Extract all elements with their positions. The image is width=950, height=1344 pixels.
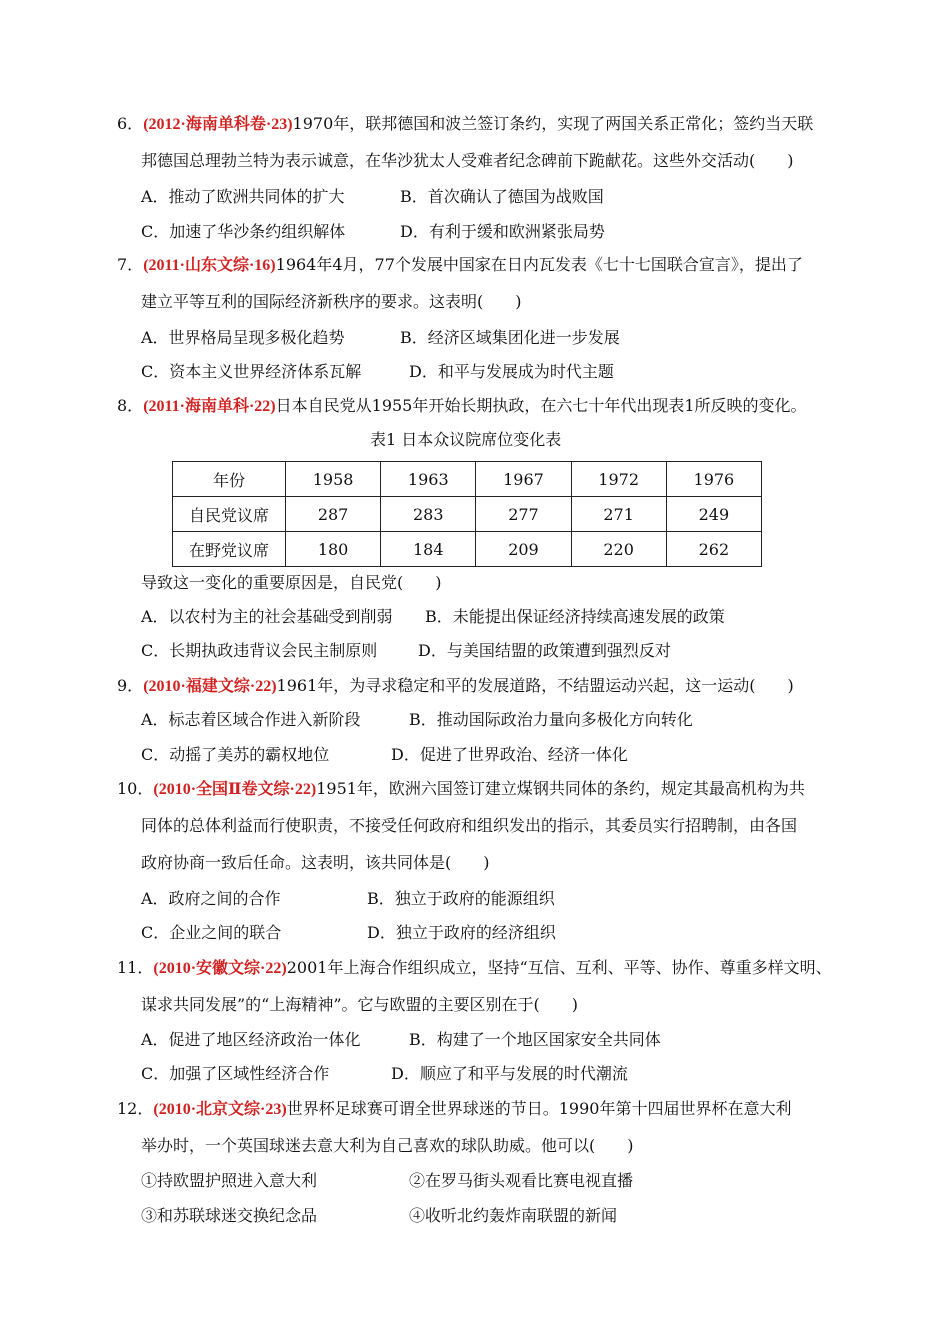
question-6-option-d: D．有利于缓和欧洲紧张局势 — [400, 222, 605, 241]
question-8-line-1 — [117, 395, 807, 418]
table-caption: 表1 日本众议院席位变化表 — [370, 430, 562, 449]
question-number: 8． — [117, 396, 144, 415]
question-10-option-b: B．独立于政府的能源组织 — [367, 889, 555, 908]
question-11-line-1 — [117, 957, 832, 980]
question-number: 11． — [117, 958, 154, 977]
question-12-option-1: ①持欧盟护照进入意大利 — [141, 1171, 318, 1190]
question-9-option-b: B．推动国际政治力量向多极化方向转化 — [409, 710, 693, 729]
question-10-line-1 — [117, 778, 805, 801]
question-6-option-b: B．首次确认了德国为战败国 — [400, 187, 604, 206]
question-12-option-3: ③和苏联球迷交换纪念品 — [141, 1206, 318, 1225]
question-source: (2010·安徽文综·22) — [153, 960, 287, 977]
question-text: 1961年，为寻求稳定和平的发展道路，不结盟运动兴起，这一运动( ) — [276, 676, 794, 695]
question-11-option-b: B．构建了一个地区国家安全共同体 — [409, 1030, 661, 1049]
question-9-option-c: C．动摇了美苏的霸权地位 — [141, 745, 330, 764]
question-number: 12． — [117, 1099, 154, 1118]
question-8-option-c: C．长期执政违背议会民主制原则 — [141, 641, 378, 660]
question-source: (2010·全国Ⅱ卷文综·22) — [153, 781, 317, 798]
question-9-line-1 — [117, 675, 794, 698]
table-row — [173, 532, 762, 567]
table-cell: 自民党议席 — [173, 497, 286, 532]
table-row — [173, 497, 762, 532]
question-8-option-b: B．未能提出保证经济持续高速发展的政策 — [425, 607, 725, 626]
table-cell: 1963 — [381, 462, 476, 497]
table-cell: 262 — [666, 532, 761, 567]
question-7-option-a: A．世界格局呈现多极化趋势 — [141, 328, 345, 347]
question-11-option-d: D．顺应了和平与发展的时代潮流 — [391, 1064, 628, 1083]
table-cell: 249 — [666, 497, 761, 532]
question-text: 日本自民党从1955年开始长期执政，在六七十年代出现表1所反映的变化。 — [275, 396, 807, 415]
table-cell: 在野党议席 — [173, 532, 286, 567]
question-9-option-a: A．标志着区域合作进入新阶段 — [141, 710, 361, 729]
table-cell: 209 — [476, 532, 571, 567]
question-12-line-2: 举办时，一个英国球迷去意大利为自己喜欢的球队助威。他可以( ) — [141, 1136, 634, 1155]
question-9-option-d: D．促进了世界政治、经济一体化 — [391, 745, 628, 764]
seat-change-table — [172, 461, 762, 567]
question-10-line-3: 政府协商一致后任命。这表明，该共同体是( ) — [141, 853, 490, 872]
table-cell: 180 — [286, 532, 381, 567]
table-header-row — [173, 462, 762, 497]
question-7-option-c: C．资本主义世界经济体系瓦解 — [141, 362, 362, 381]
question-10-option-a: A．政府之间的合作 — [141, 889, 281, 908]
question-source: (2012·海南单科卷·23) — [143, 116, 293, 133]
question-12-line-1 — [117, 1098, 791, 1121]
question-8-line-2: 导致这一变化的重要原因是，自民党( ) — [141, 573, 442, 592]
question-number: 6． — [117, 114, 144, 133]
table-cell: 184 — [381, 532, 476, 567]
table-cell: 1958 — [286, 462, 381, 497]
table-cell: 1967 — [476, 462, 571, 497]
question-text: 世界杯足球赛可谓全世界球迷的节日。1990年第十四届世界杯在意大利 — [286, 1099, 792, 1118]
question-6-option-c: C．加速了华沙条约组织解体 — [141, 222, 346, 241]
question-number: 10． — [117, 779, 154, 798]
question-6-line-2: 邦德国总理勃兰特为表示诚意，在华沙犹太人受难者纪念碑前下跪献花。这些外交活动( ) — [141, 151, 794, 170]
table-cell: 1976 — [666, 462, 761, 497]
question-source: (2010·北京文综·23) — [153, 1101, 287, 1118]
question-10-option-d: D．独立于政府的经济组织 — [367, 923, 556, 942]
question-source: (2011·山东文综·16) — [143, 257, 276, 274]
question-7-line-2: 建立平等互利的国际经济新秩序的要求。这表明( ) — [141, 292, 522, 311]
question-6-line-1 — [117, 113, 813, 136]
table-cell: 283 — [381, 497, 476, 532]
question-text: 1951年，欧洲六国签订建立煤钢共同体的条约，规定其最高机构为共 — [316, 779, 805, 798]
question-11-line-2: 谋求共同发展”的“上海精神”。它与欧盟的主要区别在于( ) — [141, 995, 579, 1014]
question-12-option-4: ④收听北约轰炸南联盟的新闻 — [409, 1206, 618, 1225]
question-text: 1964年4月，77个发展中国家在日内瓦发表《七十七国联合宣言》，提出了 — [275, 255, 803, 274]
question-number: 9． — [117, 676, 144, 695]
table-cell: 271 — [571, 497, 666, 532]
question-number: 7． — [117, 255, 144, 274]
question-7-option-b: B．经济区域集团化进一步发展 — [400, 328, 620, 347]
question-7-line-1 — [117, 254, 803, 277]
question-text: 1970年，联邦德国和波兰签订条约，实现了两国关系正常化；签约当天联 — [292, 114, 814, 133]
question-text: 2001年上海合作组织成立，坚持“互信、互利、平等、协作、尊重多样文明、 — [286, 958, 832, 977]
question-source: (2010·福建文综·22) — [143, 678, 277, 695]
question-12-option-2: ②在罗马街头观看比赛电视直播 — [409, 1171, 634, 1190]
question-11-option-a: A．促进了地区经济政治一体化 — [141, 1030, 361, 1049]
question-source: (2011·海南单科·22) — [143, 398, 276, 415]
question-10-line-2: 同体的总体利益而行使职责，不接受任何政府和组织发出的指示，其委员实行招聘制，由各国 — [141, 816, 798, 835]
table-cell: 1972 — [571, 462, 666, 497]
table-cell: 年份 — [173, 462, 286, 497]
table-cell: 277 — [476, 497, 571, 532]
question-11-option-c: C．加强了区域性经济合作 — [141, 1064, 330, 1083]
question-6-option-a: A．推动了欧洲共同体的扩大 — [141, 187, 345, 206]
table-cell: 220 — [571, 532, 666, 567]
question-7-option-d: D．和平与发展成为时代主题 — [409, 362, 614, 381]
question-10-option-c: C．企业之间的联合 — [141, 923, 282, 942]
table-cell: 287 — [286, 497, 381, 532]
question-8-option-d: D．与美国结盟的政策遭到强烈反对 — [418, 641, 671, 660]
question-8-option-a: A．以农村为主的社会基础受到削弱 — [141, 607, 393, 626]
